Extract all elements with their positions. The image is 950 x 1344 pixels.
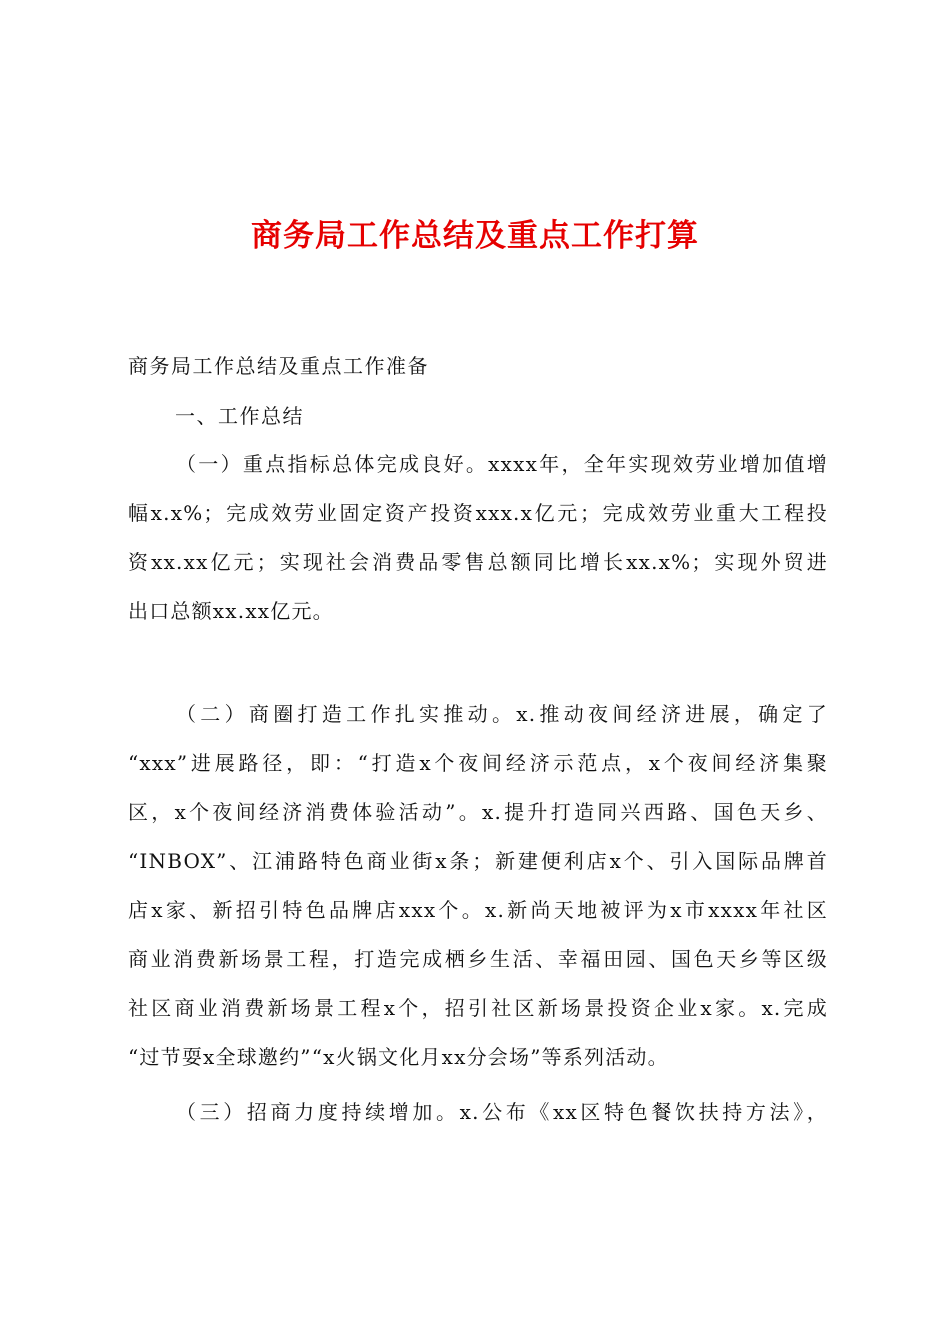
paragraph-line: 出口总额xx.xx亿元。 (128, 599, 334, 623)
paragraph-investment (128, 1088, 828, 1137)
paragraph-line: 社区商业消费新场景工程x个，招引社区新场景投资企业x家。x.完成 (128, 996, 828, 1020)
paragraph-line: “INBOX”、江浦路特色商业街x条；新建便利店x个、引入国际品牌首 (128, 849, 828, 873)
paragraph-line: 店x家、新招引特色品牌店xxx个。x.新尚天地被评为x市xxxx年社区 (128, 898, 828, 922)
paragraph-line: （二）商圈打造工作扎实推动。x.推动夜间经济进展，确定了 (176, 702, 828, 726)
paragraph-line: 资xx.xx亿元；实现社会消费品零售总额同比增长xx.x%；实现外贸进 (128, 550, 828, 574)
paragraph-line: （一）重点指标总体完成良好。xxxx年，全年实现效劳业增加值增 (176, 452, 828, 476)
paragraph-line: 幅x.x%；完成效劳业固定资产投资xxx.x亿元；完成效劳业重大工程投 (128, 501, 828, 525)
paragraph-line: “xxx”进展路径，即：“打造x个夜间经济示范点，x个夜间经济集聚 (128, 751, 828, 775)
section-heading: 一、工作总结 (175, 404, 304, 428)
paragraph-line: （三）招商力度持续增加。x.公布《xx区特色餐饮扶持方法》， (176, 1100, 828, 1124)
document-subtitle: 商务局工作总结及重点工作准备 (128, 354, 429, 378)
paragraph-key-indicators (128, 440, 828, 636)
paragraph-line: 区，x个夜间经济消费体验活动”。x.提升打造同兴西路、国色天乡、 (128, 800, 828, 824)
paragraph-line: “过节耍x全球邀约”“x火锅文化月xx分会场”等系列活动。 (128, 1045, 669, 1069)
document-title: 商务局工作总结及重点工作打算 (251, 218, 699, 254)
paragraph-line: 商业消费新场景工程，打造完成栖乡生活、幸福田园、国色天乡等区级 (128, 947, 828, 971)
paragraph-business-district (128, 690, 828, 1082)
